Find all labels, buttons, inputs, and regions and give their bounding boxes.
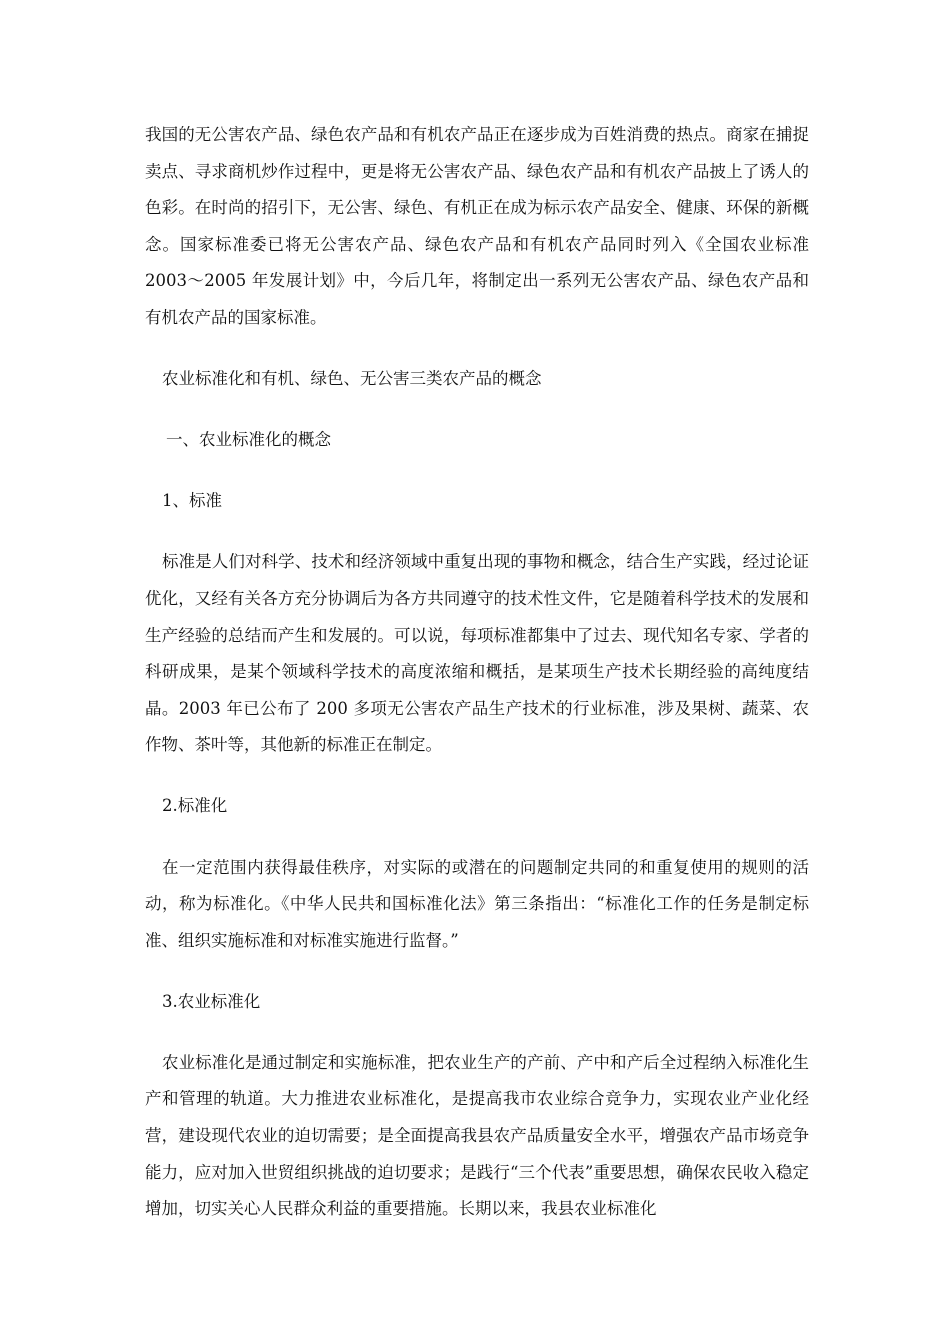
subsection-heading-standardization: 2.标准化 — [162, 796, 228, 816]
section-heading-1: 一、农业标准化的概念 — [166, 430, 331, 450]
subsection-heading-agri-standardization: 3.农业标准化 — [162, 991, 261, 1011]
agri-standardization-paragraph: 农业标准化是通过制定和实施标准，把农业生产的产前、产中和产后全过程纳入标准化生产和管理的轨道。大力推进农业标准化，是提高我市农业综合竞争力，实现农业产业化经营，建设现代农业的迫切需要；是全面提高我县农产品质量安全水平，增强农产品市场竞争能力，应对加入世贸组织挑战的迫切要求；是践行“三个代表”重要思想，确保农民收入稳定增加，切实关心人民群众利益的重要措施。长期以来，我县农业标准化 — [145, 1052, 809, 1219]
standard-paragraph: 标准是人们对科学、技术和经济领域中重复出现的事物和概念，结合生产实践，经过论证优化，又经有关各方充分协调后为各方共同遵守的技术性文件，它是随着科学技术的发展和生产经验的总结而产生和发展的。可以说，每项标准都集中了过去、现代知名专家、学者的科研成果，是某个领域科学技术的高度浓缩和概括，是某项生产技术长期经验的高纯度结晶。2003 年已公布了 200 多项无公害农产品生产技术的行业标准，涉及果树、蔬菜、农作物、茶叶等，其他新的标准正在制定。 — [145, 552, 809, 755]
standardization-paragraph: 在一定范围内获得最佳秩序，对实际的或潜在的问题制定共同的和重复使用的规则的活动，称为标准化。《中华人民共和国标准化法》第三条指出：“标准化工作的任务是制定标准、组织实施标准和对标准实施进行监督。” — [145, 857, 809, 950]
subsection-heading-standard: 1、标准 — [162, 491, 222, 511]
intro-paragraph: 我国的无公害农产品、绿色农产品和有机农产品正在逐步成为百姓消费的热点。商家在捕捉卖点、寻求商机炒作过程中，更是将无公害农产品、绿色农产品和有机农产品披上了诱人的色彩。在时尚的招引下，无公害、绿色、有机正在成为标示农产品安全、健康、环保的新概念。国家标准委已将无公害农产品、绿色农产品和有机农产品同时列入《全国农业标准 2003～2005 年发展计划》中，今后几年，将制定出一系列无公害农产品、绿色农产品和有机农产品的国家标准。 — [145, 125, 809, 327]
document-title: 农业标准化和有机、绿色、无公害三类农产品的概念 — [162, 369, 542, 389]
document-body — [145, 117, 809, 1252]
